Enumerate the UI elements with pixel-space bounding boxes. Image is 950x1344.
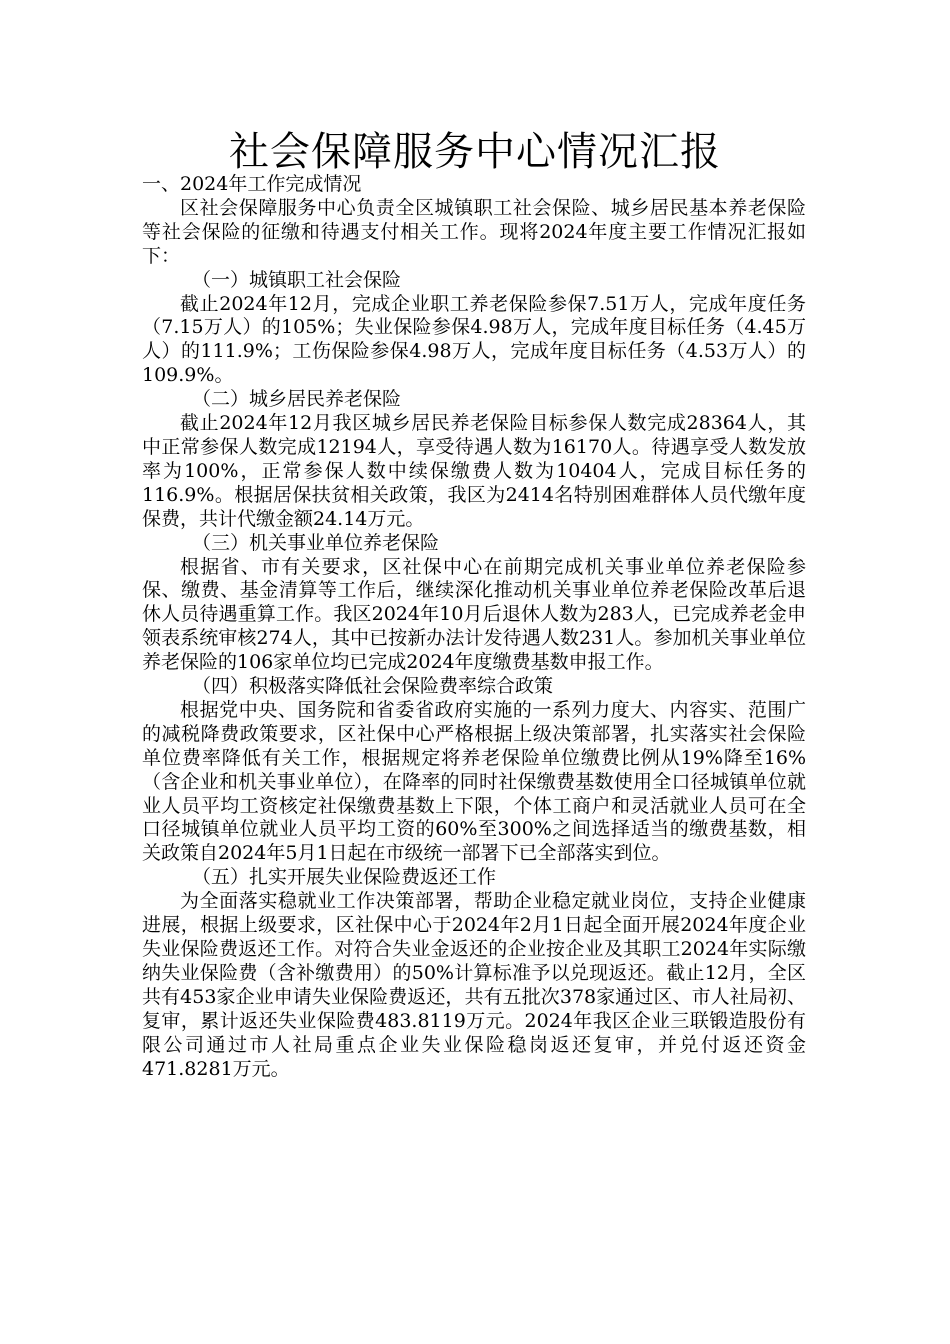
subsection-paragraph-3: 根据省、市有关要求，区社保中心在前期完成机关事业单位养老保险参保、缴费、基金清算等工作后，继续深化推动机关事业单位养老保险改革后退休人员待遇重算工作。我区2024年10月后退休人数为283人，已完成养老金申领表系统审核274人，其中已按新办法计发待遇人数231人。参加机关事业单位养老保险的106家单位均已完成2024年度缴费基数申报工作。 <box>142 555 806 674</box>
section-heading: 一、2024年工作完成情况 <box>142 173 362 195</box>
subsection-paragraph-2: 截止2024年12月我区城乡居民养老保险目标参保人数完成28364人，其中正常参保人数完成12194人，享受待遇人数为16170人。待遇享受人数发放率为100%，正常参保人数中续保缴费人数为10404人，完成目标任务的116.9%。根据居保扶贫相关政策，我区为2414名特别困难群体人员代缴年度保费，共计代缴金额24.14万元。 <box>142 412 806 530</box>
subsection-heading-1: （一）城镇职工社会保险 <box>192 268 402 291</box>
subsection-heading-5: （五）扎实开展失业保险费返还工作 <box>192 866 497 889</box>
subsection-paragraph-1: 截止2024年12月，完成企业职工养老保险参保7.51万人，完成年度任务（7.15万人）的105%；失业保险参保4.98万人，完成年度目标任务（4.45万人）的111.9%；工伤保险参保4.98万人，完成年度目标任务（4.53万人）的109.9%。 <box>142 292 806 387</box>
subsection-paragraph-5: 为全面落实稳就业工作决策部署，帮助企业稳定就业岗位，支持企业健康进展，根据上级要求，区社保中心于2024年2月1日起全面开展2024年度企业失业保险费返还工作。对符合失业金返还的企业按企业及其职工2024年实际缴纳失业保险费（含补缴费用）的50%计算标准予以兑现返还。截止12月，全区共有453家企业申请失业保险费返还，共有五批次378家通过区、市人社局初、复审，累计返还失业保险费483.8119万元。2024年我区企业三联锻造股份有限公司通过市人社局重点企业失业保险稳岗返还复审，并兑付返还资金471.8281万元。 <box>142 890 806 1080</box>
subsection-heading-2: （二）城乡居民养老保险 <box>192 388 402 411</box>
intro-paragraph: 区社会保障服务中心负责全区城镇职工社会保险、城乡居民基本养老保险等社会保险的征缴和待遇支付相关工作。现将2024年度主要工作情况汇报如下： <box>142 196 806 267</box>
subsection-heading-3: （三）机关事业单位养老保险 <box>192 531 440 554</box>
document-title: 社会保障服务中心情况汇报 <box>229 129 721 175</box>
subsection-heading-4: （四）积极落实降低社会保险费率综合政策 <box>192 675 554 698</box>
document-body <box>142 173 806 1081</box>
subsection-paragraph-4: 根据党中央、国务院和省委省政府实施的一系列力度大、内容实、范围广的减税降费政策要求，区社保中心严格根据上级决策部署，扎实落实社会保险单位费率降低有关工作，根据规定将养老保险单位缴费比例从19%降至16%（含企业和机关事业单位），在降率的同时社保缴费基数使用全口径城镇单位就业人员平均工资核定社保缴费基数上下限，个体工商户和灵活就业人员可在全口径城镇单位就业人员平均工资的60%至300%之间选择适当的缴费基数，相关政策自2024年5月1日起在市级统一部署下已全部落实到位。 <box>142 698 806 865</box>
